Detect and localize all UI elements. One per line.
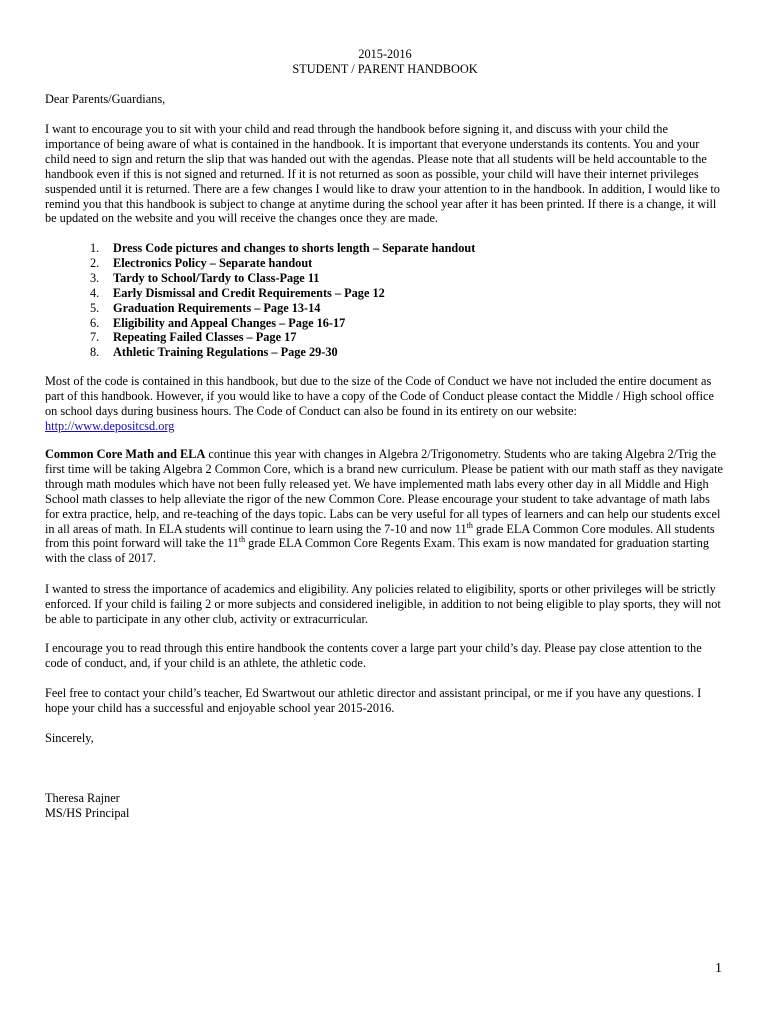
common-core-heading: Common Core Math and ELA bbox=[45, 447, 206, 461]
document-header bbox=[0, 47, 770, 77]
list-item-text: Graduation Requirements – Page 13-14 bbox=[113, 300, 321, 315]
list-item: 6. Eligibility and Appeal Changes – Page 16-17 bbox=[90, 315, 346, 330]
code-of-conduct-text: Most of the code is contained in this handbook, but due to the size of the Code of Conduct we have not included the entire document as part of this handbook. However, if you would like to have a copy of the Code of Conduct please contact the Middle / High school office on school days during business hours. The Code of Conduct can also be found in its entirety on our website: bbox=[45, 374, 714, 418]
list-item: 5. Graduation Requirements – Page 13-14 bbox=[90, 300, 321, 315]
list-item: 4. Early Dismissal and Credit Requirements – Page 12 bbox=[90, 285, 385, 300]
signature-block bbox=[45, 791, 725, 821]
code-of-conduct-paragraph bbox=[45, 374, 725, 434]
contact-paragraph: Feel free to contact your child’s teacher, Ed Swartwout our athletic director and assistant principal, or me if you have any questions. I hope your child has a successful and enjoyable school year 2015-2016. bbox=[45, 686, 702, 715]
superscript-th: th bbox=[238, 535, 246, 545]
closing: Sincerely, bbox=[45, 731, 94, 745]
list-item-text: Electronics Policy – Separate handout bbox=[113, 255, 313, 270]
list-item-text: Dress Code pictures and changes to shorts length – Separate handout bbox=[113, 241, 476, 255]
signature-name: Theresa Rajner bbox=[45, 791, 120, 805]
common-core-paragraph bbox=[45, 447, 725, 566]
list-item: 7. Repeating Failed Classes – Page 17 bbox=[90, 330, 297, 345]
list-item: 3. Tardy to School/Tardy to Class-Page 11 bbox=[90, 270, 320, 285]
list-item-text: Early Dismissal and Credit Requirements – Page 12 bbox=[113, 285, 385, 300]
read-handbook-paragraph: I encourage you to read through this entire handbook the contents cover a large part your child’s day. Please pay close attention to the code of conduct, and, if your child is an athlete, the athletic code. bbox=[45, 641, 702, 670]
academics-paragraph: I wanted to stress the importance of academics and eligibility. Any policies related to eligibility, sports or other privileges will be strictly enforced. If your child is failing 2 or more subjects and considered ineligible, in addition to not being eligible to play sports, they will not be able to participate in any other club, activity or extracurricular. bbox=[45, 582, 721, 626]
header-title: STUDENT / PARENT HANDBOOK bbox=[292, 62, 478, 76]
list-item: 8. Athletic Training Regulations – Page 29-30 bbox=[90, 345, 338, 360]
changes-list bbox=[90, 241, 690, 360]
common-core-text-3: grade ELA Common Core Regents Exam. This exam is now mandated for graduation starting with the class of 2017. bbox=[45, 536, 709, 566]
list-item-text: Repeating Failed Classes – Page 17 bbox=[113, 330, 297, 345]
signature-title: MS/HS Principal bbox=[45, 805, 130, 820]
header-year: 2015-2016 bbox=[358, 47, 412, 61]
list-item-text: Eligibility and Appeal Changes – Page 16-17 bbox=[113, 315, 346, 330]
list-item: 2. Electronics Policy – Separate handout bbox=[90, 255, 313, 270]
list-item: 1. Dress Code pictures and changes to shorts length – Separate handout bbox=[90, 241, 476, 255]
list-item-text: Athletic Training Regulations – Page 29-30 bbox=[113, 345, 338, 360]
page-number: 1 bbox=[715, 961, 722, 976]
common-core-text-1: continue this year with changes in Algebra 2/Trigonometry. Students who are taking Algebra 2/Trig the first time will be taking Algebra 2 Common Core, which is a brand new curriculum. Please be patient with our math staff as they navigate through math modules which have not been fully released yet. We have implemented math labs every other day in all Middle and High School math classes to help alleviate the rigor of the new Common Core. Please encourage your student to take advantage of math labs for extra practice, help, and re-teaching of the days topic. Labs can be very useful for all types of learners and can help our students excel in all areas of math. In ELA students will continue to learn using the 7-10 and now 11 bbox=[45, 447, 723, 536]
website-link[interactable]: http://www.depositcsd.org bbox=[45, 418, 175, 433]
common-core-text-2: grade ELA Common Core modules. All students from this point forward will take the 11 bbox=[45, 521, 715, 551]
greeting: Dear Parents/Guardians, bbox=[45, 92, 166, 106]
list-item-text: Tardy to School/Tardy to Class-Page 11 bbox=[113, 270, 320, 285]
intro-paragraph: I want to encourage you to sit with your child and read through the handbook before signing it, and discuss with your child the importance of being aware of what is contained in the handbook. It is important that everyone understands its contents. You and your child need to sign and return the slip that was handed out with the agendas. Please note that all students will be held accountable to the handbook even if this is not signed and returned. If it is not returned as soon as possible, your child will have their internet privileges suspended until it is returned. There are a few changes I would like to draw your attention to in the handbook. In addition, I would like to remind you that this handbook is subject to change at anytime during the school year after it has been printed. If there is a change, it will be updated on the website and you will receive the changes once they are made. bbox=[45, 122, 720, 226]
superscript-th: th bbox=[466, 520, 473, 530]
